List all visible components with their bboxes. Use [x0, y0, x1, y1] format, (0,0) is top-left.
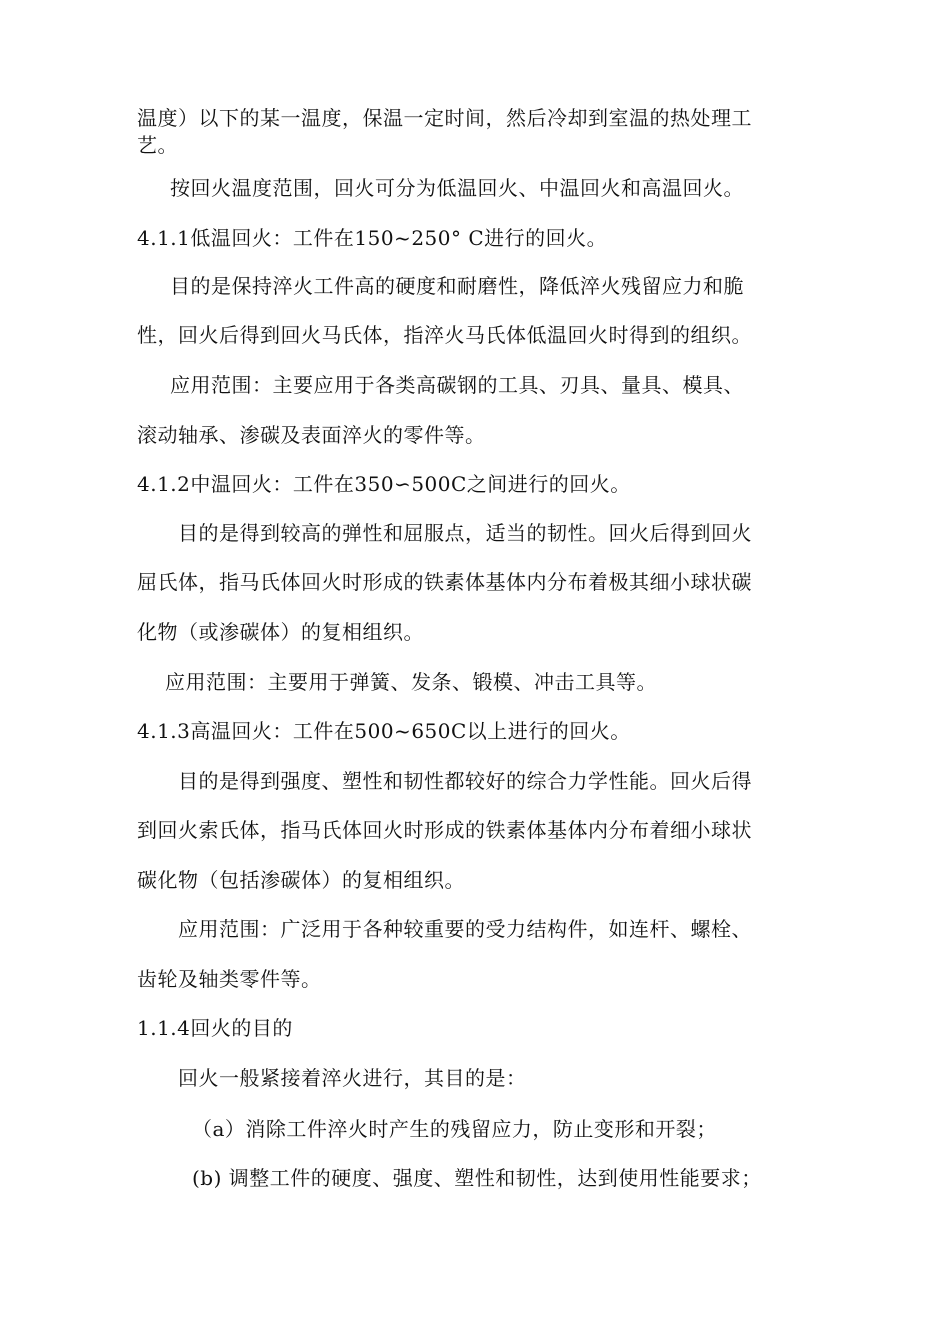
text-line: 目的是得到较高的弹性和屈服点，适当的韧性。回火后得到回火: [178, 521, 752, 545]
text-line: 屈氏体，指马氏体回火时形成的铁素体基体内分布着极其细小球状碳: [137, 570, 752, 594]
text-line: 齿轮及轴类零件等。: [137, 967, 322, 991]
text-line: 回火一般紧接着淬火进行，其目的是：: [178, 1066, 527, 1090]
section-heading: 1.1.4回火的目的: [137, 1016, 293, 1040]
list-item: （a）消除工件淬火时产生的残留应力，防止变形和开裂；: [192, 1117, 717, 1141]
section-heading: 4.1.2中温回火：工件在350∽500C之间进行的回火。: [137, 472, 631, 496]
section-heading: 4.1.1低温回火：工件在150~250° C进行的回火。: [137, 226, 608, 250]
text-line: 按回火温度范围，回火可分为低温回火、中温回火和高温回火。: [170, 176, 744, 200]
text-line: 应用范围：主要应用于各类高碳钢的工具、刃具、量具、模具、: [170, 373, 744, 397]
list-item: (b) 调整工件的硬度、强度、塑性和韧性，达到使用性能要求；: [192, 1166, 762, 1190]
text-line: 目的是得到强度、塑性和韧性都较好的综合力学性能。回火后得: [178, 769, 752, 793]
text-line: 应用范围：广泛用于各种较重要的受力结构件，如连杆、螺栓、: [178, 917, 752, 941]
text-line: 温度）以下的某一温度，保温一定时间，然后冷却到室温的热处理工: [137, 106, 752, 130]
text-line: 到回火索氏体，指马氏体回火时形成的铁素体基体内分布着细小球状: [137, 818, 752, 842]
text-line: 滚动轴承、渗碳及表面淬火的零件等。: [137, 423, 486, 447]
text-line: 化物（或渗碳体）的复相组织。: [137, 620, 424, 644]
text-line: 碳化物（包括渗碳体）的复相组织。: [137, 868, 465, 892]
section-heading: 4.1.3高温回火：工件在500~650C以上进行的回火。: [137, 719, 631, 743]
text-line: 艺。: [137, 133, 178, 157]
text-line: 性，回火后得到回火马氏体，指淬火马氏体低温回火时得到的组织。: [137, 323, 752, 347]
text-line: 应用范围：主要用于弹簧、发条、锻模、冲击工具等。: [165, 670, 657, 694]
text-line: 目的是保持淬火工件高的硬度和耐磨性，降低淬火残留应力和脆: [170, 274, 744, 298]
